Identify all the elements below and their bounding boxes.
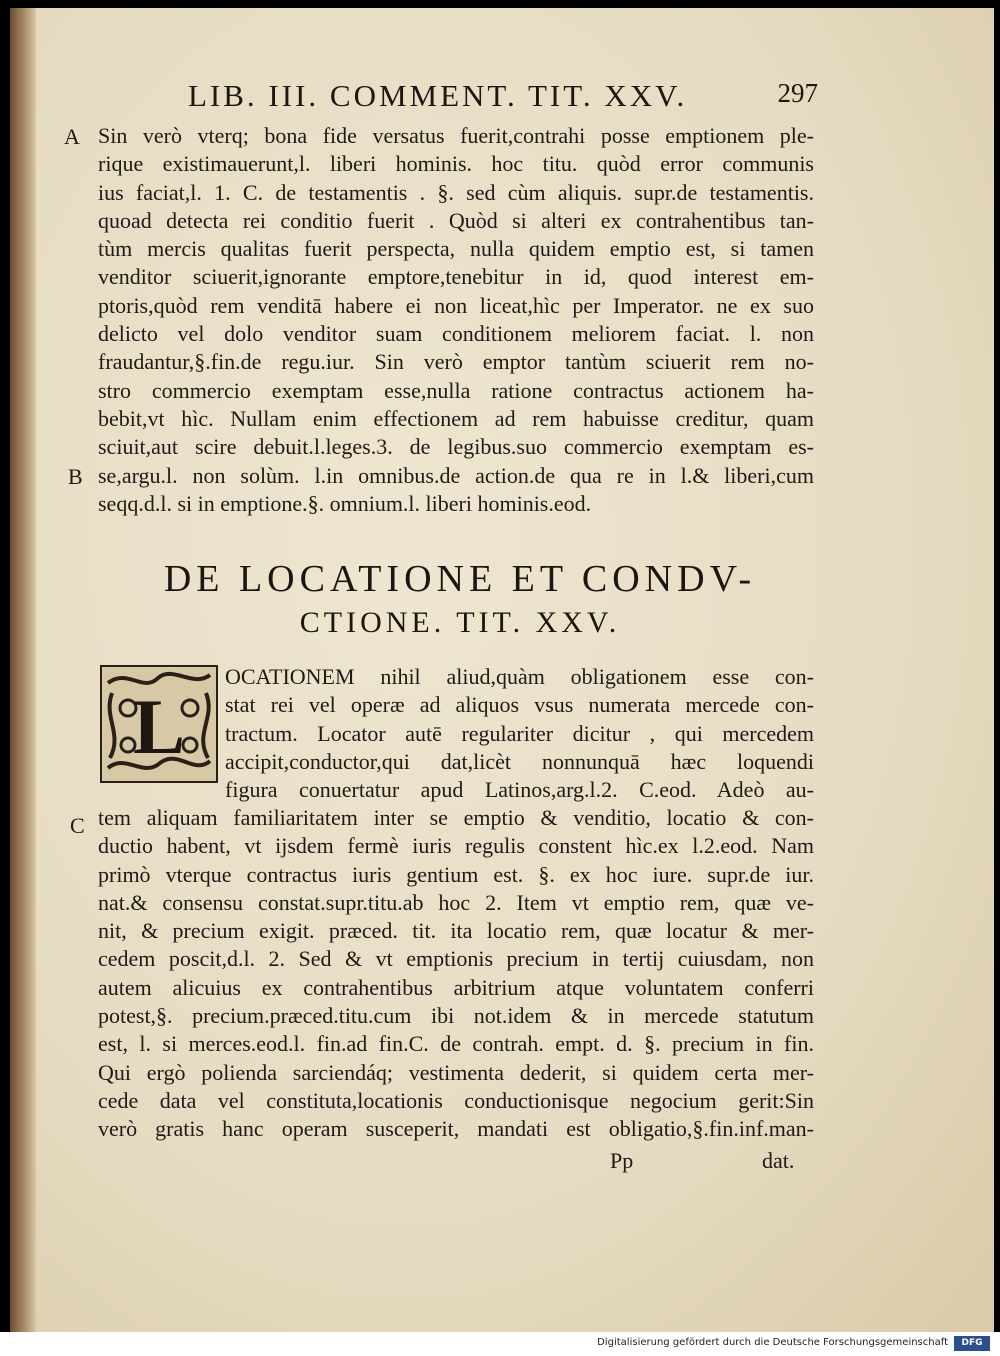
text-line: ptoris,quòd rem venditā habere ei non liceat,hìc per Imperator. ne ex suo [98,292,814,318]
text-line: bebit,vt hìc. Nullam enim effectionem ad rem habuisse creditur, quam [98,405,814,431]
text-line: Qui ergò polienda sarciendáq; vestimenta dederit, si quidem certa mer- [98,1059,814,1085]
text-line: tem aliquam familiaritatem inter se emptio & venditio, locatio & con- [98,805,814,830]
margin-letter-b: B [68,464,83,489]
section-title [130,555,790,643]
text-line: rique existimauerunt,l. liberi hominis. hoc titu. quòd error communis [98,151,814,177]
paragraph-1 [98,122,814,518]
text-line: potest,§. precium.præced.titu.cum ibi not.idem & in mercede statutum [98,1003,814,1029]
text-line: cedem poscit,d.l. 2. Sed & vt emptionis precium in tertij cuiusdam, non [98,946,814,972]
paragraph-2-indented [225,663,814,804]
initial-letter: L [132,683,186,770]
margin-letter-a: A [64,124,80,149]
text-line: ius faciat,l. 1. C. de testamentis . §. sed cùm aliquis. supr.de testamentis. [98,179,814,205]
text-line: est, l. si merces.eod.l. fin.ad fin.C. de contrah. empt. d. §. precium in fin. [98,1031,814,1057]
ornamental-initial-icon [98,663,220,785]
text-line: primò vterque contractus iuris gentium est. §. ex hoc iure. supr.de iur. [98,861,814,887]
text-line: stat rei vel operæ ad aliquos vsus numerata mercede con- [225,692,814,718]
text-line: Sin verò vterq; bona fide versatus fuerit,contrahi posse emptionem ple- [98,123,814,148]
text-line: nat.& consensu constat.supr.titu.ab hoc 2. Item vt emptio rem, quæ ve- [98,889,814,915]
paragraph-2-full [98,804,814,1144]
text-line: accipit,conductor,qui dat,licèt nonnunquā hæc loquendi [225,748,814,774]
text-line: ductio habent, vt ijsdem fermè iuris regulis constent hìc.ex l.2.eod. Nam [98,833,814,859]
running-header [188,78,818,118]
text-line: seqq.d.l. si in emptione.§. omnium.l. liberi hominis.eod. [98,490,592,516]
text-line: verò gratis hanc operam susceperit, mandati est obligatio,§.fin.inf.man- [98,1116,814,1142]
book-page [10,8,994,1332]
book-spine [10,8,36,1332]
text-line: stro commercio exemptam esse,nulla ratione contractus actionem ha- [98,377,814,403]
text-line: tùm mercis qualitas fuerit perspecta, nulla quidem emptio est, si tamen [98,236,814,262]
text-line: nit, & precium exigit. præced. tit. ita locatio rem, quæ locatur & mer- [98,918,814,944]
text-line: sciuit,aut scire debuit.l.leges.3. de legibus.suo commercio exemptam es- [98,434,814,460]
digitization-footer [0,1332,1000,1356]
text-line: figura conuertatur apud Latinos,arg.l.2. C.eod. Adeò au- [225,777,814,803]
text-line: quoad detecta rei conditio fuerit . Quòd si alteri ex contrahentibus tan- [98,207,814,233]
footer-credit: Digitalisierung gefördert durch die Deutsche Forschungsgemeinschaft [597,1337,948,1348]
page-number: 297 [777,78,818,108]
section-title-line-2: CTIONE. TIT. XXV. [299,606,621,639]
dfg-logo: DFG [954,1336,990,1351]
text-line: autem alicuius ex contrahentibus arbitrium atque voluntatem conferri [98,974,814,1000]
text-line: delicto vel dolo venditor suam conditionem meliorem faciat. l. non [98,321,814,347]
catchword: dat. [762,1148,795,1173]
text-line: tractum. Locator autē regulariter dicitur , qui mercedem [225,720,814,746]
text-line: se,argu.l. non solùm. l.in omnibus.de action.de qua re in l.& liberi,cum [98,462,814,488]
signature-mark: Pp [610,1148,634,1173]
margin-letter-c: C [70,813,85,838]
text-line: cede data vel constituta,locationis conductionisque negocium gerit:Sin [98,1087,814,1113]
text-line: OCATIONEM nihil aliud,quàm obligationem esse con- [225,664,814,689]
decorated-initial [98,663,220,785]
text-line: fraudantur,§.fin.de regu.iur. Sin verò emptor tantùm sciuerit rem no- [98,349,814,375]
section-title-line-1: DE LOCATIONE ET CONDV- [163,558,757,600]
running-title: LIB. III. COMMENT. TIT. XXV. [188,78,688,113]
text-line: venditor sciuerit,ignorante emptore,tenebitur in id, quod interest em- [98,264,814,290]
